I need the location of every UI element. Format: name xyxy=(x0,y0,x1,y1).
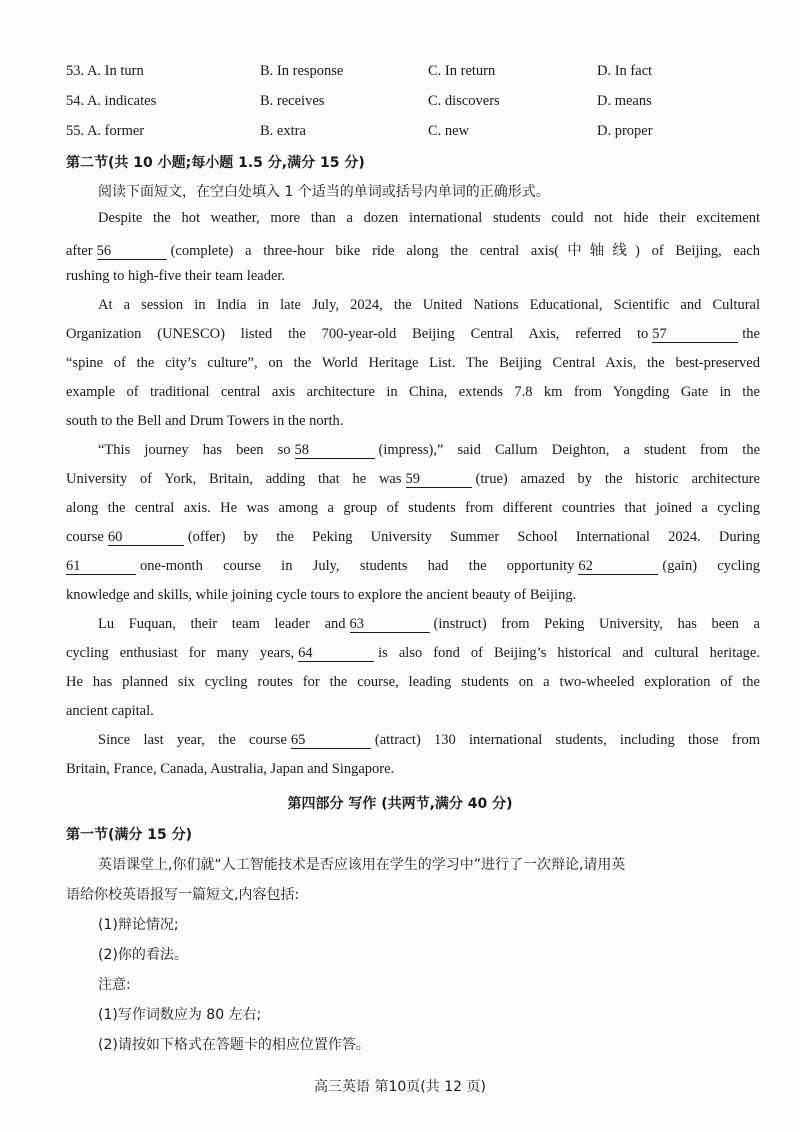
option-55-d: D. proper xyxy=(597,123,653,139)
passage-p2-line5: south to the Bell and Drum Towers in the north. xyxy=(66,413,344,429)
passage-p2-line2: Organization (UNESCO) listed the 700-year-old Beijing Central Axis, referred to 57 the xyxy=(66,326,760,342)
option-53-a: 53. A. In turn xyxy=(66,63,144,79)
blank-63[interactable]: 63 xyxy=(350,616,430,633)
passage-p3-line2: University of York, Britain, adding that he was 59 (true) amazed by the historic architecture xyxy=(66,471,760,487)
passage-p3-line4: course 60 (offer) by the Peking University Summer School International 2024. During xyxy=(66,529,760,545)
option-54-c: C. discovers xyxy=(428,93,500,109)
passage-p3-line3: along the central axis. He was among a group of students from different countries that joined a cycling xyxy=(66,500,760,516)
passage-p4-line1: Lu Fuquan, their team leader and 63 (instruct) from Peking University, has been a xyxy=(98,616,760,632)
blank-59[interactable]: 59 xyxy=(406,471,472,488)
option-53-b: B. In response xyxy=(260,63,344,79)
passage-p3-line1: “This journey has been so 58 (impress),” said Callum Deighton, a student from the xyxy=(98,442,760,458)
passage-p2-line4: example of traditional central axis architecture in China, extends 7.8 km from Yongding Gate in the xyxy=(66,384,760,400)
passage-p2-line1: At a session in India in late July, 2024, the United Nations Educational, Scientific and Cultural xyxy=(98,297,760,313)
part4-prompt-line2: 语给你校英语报写一篇短文,内容包括: xyxy=(66,887,300,903)
option-53-c: C. In return xyxy=(428,63,496,79)
option-55-b: B. extra xyxy=(260,123,306,139)
option-row-53 xyxy=(66,63,766,89)
passage-p5-line1: Since last year, the course 65 (attract) 130 international students, including those from xyxy=(98,732,760,748)
option-row-54 xyxy=(66,93,766,119)
part4-note: 注意: xyxy=(98,977,131,993)
part4-item1: (1)辩论情况; xyxy=(98,917,179,933)
option-55-a: 55. A. former xyxy=(66,123,145,139)
option-54-b: B. receives xyxy=(260,93,325,109)
option-54-a: 54. A. indicates xyxy=(66,93,157,109)
blank-61[interactable]: 61 xyxy=(66,558,136,575)
passage-p4-line2: cycling enthusiast for many years, 64 is also fond of Beijing’s historical and cultural heritage. xyxy=(66,645,760,661)
part4-note1: (1)写作词数应为 80 左右; xyxy=(98,1007,262,1023)
passage-p4-line3: He has planned six cycling routes for the course, leading students on a two-wheeled exploration of the xyxy=(66,674,760,690)
blank-56[interactable]: 56 xyxy=(97,243,167,260)
blank-65[interactable]: 65 xyxy=(291,732,371,749)
blank-58[interactable]: 58 xyxy=(295,442,375,459)
blank-64[interactable]: 64 xyxy=(298,645,374,662)
option-53-d: D. In fact xyxy=(597,63,653,79)
passage-p2-line3: “spine of the city’s culture”, on the World Heritage List. The Beijing Central Axis, the best-preserved xyxy=(66,355,760,371)
blank-62[interactable]: 62 xyxy=(578,558,658,575)
passage-p5-line2: Britain, France, Canada, Australia, Japan and Singapore. xyxy=(66,761,395,777)
option-54-d: D. means xyxy=(597,93,652,109)
passage-p1-line3: rushing to high-five their team leader. xyxy=(66,268,286,284)
passage-p1-line1: Despite the hot weather, more than a dozen international students could not hide their excitement xyxy=(98,210,760,226)
section2-instruction: 阅读下面短文，在空白处填入 1 个适当的单词或括号内单词的正确形式。 xyxy=(98,184,550,200)
blank-57[interactable]: 57 xyxy=(652,326,738,343)
blank-60[interactable]: 60 xyxy=(108,529,184,546)
passage-p3-line5: 61 one-month course in July, students had the opportunity 62 (gain) cycling xyxy=(66,558,760,574)
part4-section1-heading: 第一节(满分 15 分) xyxy=(66,827,193,843)
part4-heading: 第四部分 写作 (共两节,满分 40 分) xyxy=(287,796,513,812)
passage-p4-line4: ancient capital. xyxy=(66,703,154,719)
passage-p1-line2: after 56 (complete) a three-hour bike ride along the central axis(中轴线) of Beijing, each xyxy=(66,243,760,259)
page-footer: 高三英语 第10页(共 12 页) xyxy=(314,1079,486,1095)
option-55-c: C. new xyxy=(428,123,470,139)
part4-prompt-line1: 英语课堂上,你们就“人工智能技术是否应该用在学生的学习中”进行了一次辩论,请用英 xyxy=(98,857,626,873)
passage-p3-line6: knowledge and skills, while joining cycle tours to explore the ancient beauty of Beijing. xyxy=(66,587,577,603)
section2-heading: 第二节(共 10 小题;每小题 1.5 分,满分 15 分) xyxy=(66,155,365,171)
option-row-55 xyxy=(66,123,766,149)
part4-item2: (2)你的看法。 xyxy=(98,947,188,963)
part4-note2: (2)请按如下格式在答题卡的相应位置作答。 xyxy=(98,1037,370,1053)
